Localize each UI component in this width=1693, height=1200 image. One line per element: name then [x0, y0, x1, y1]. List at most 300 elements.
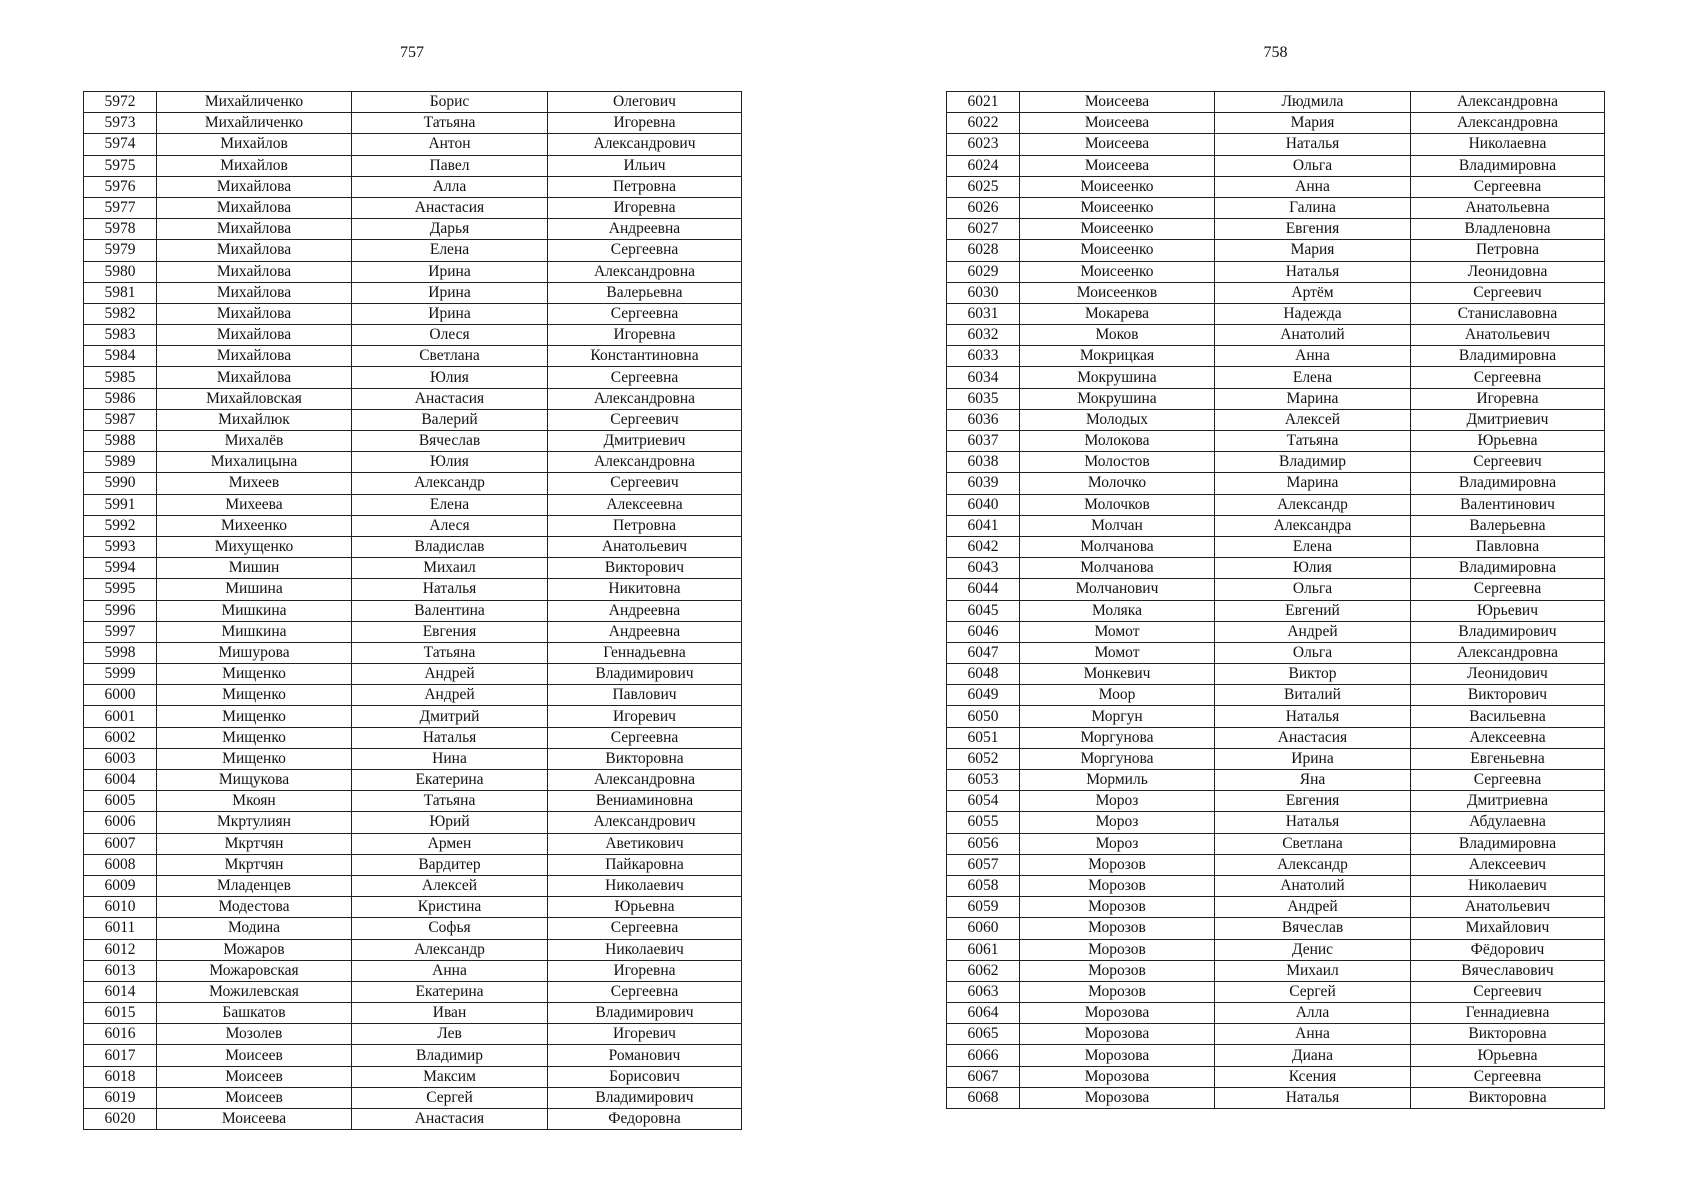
last-name-cell: Моргунова: [1020, 727, 1215, 748]
table-row: [947, 536, 1605, 557]
patronymic-cell: Борисович: [548, 1066, 742, 1087]
record-number-cell: 5988: [84, 431, 157, 452]
patronymic-cell: Вениаминовна: [548, 791, 742, 812]
record-number-cell: 6056: [947, 833, 1020, 854]
patronymic-cell: Аветикович: [548, 833, 742, 854]
first-name-cell: Максим: [352, 1066, 548, 1087]
patronymic-cell: Сергеевич: [1411, 981, 1605, 1002]
first-name-cell: Людмила: [1215, 92, 1411, 113]
first-name-cell: Владислав: [352, 536, 548, 557]
table-row: [84, 897, 742, 918]
first-name-cell: Павел: [352, 155, 548, 176]
patronymic-cell: Алексеевна: [548, 494, 742, 515]
first-name-cell: Анатолий: [1215, 325, 1411, 346]
record-number-cell: 6028: [947, 240, 1020, 261]
patronymic-cell: Пайкаровна: [548, 854, 742, 875]
last-name-cell: Можаров: [157, 939, 352, 960]
last-name-cell: Михеев: [157, 473, 352, 494]
table-row: [947, 197, 1605, 218]
patronymic-cell: Александрович: [548, 812, 742, 833]
last-name-cell: Михалёв: [157, 431, 352, 452]
table-row: [947, 452, 1605, 473]
table-row: [84, 303, 742, 324]
table-row: [84, 600, 742, 621]
record-number-cell: 5981: [84, 282, 157, 303]
first-name-cell: Александр: [352, 473, 548, 494]
record-number-cell: 5984: [84, 346, 157, 367]
table-row: [84, 134, 742, 155]
patronymic-cell: Станиславовна: [1411, 303, 1605, 324]
last-name-cell: Михайлова: [157, 303, 352, 324]
first-name-cell: Екатерина: [352, 770, 548, 791]
record-number-cell: 6043: [947, 558, 1020, 579]
first-name-cell: Галина: [1215, 197, 1411, 218]
record-number-cell: 5995: [84, 579, 157, 600]
first-name-cell: Ксения: [1215, 1066, 1411, 1087]
table-row: [947, 621, 1605, 642]
table-row: [947, 770, 1605, 791]
last-name-cell: Монкевич: [1020, 664, 1215, 685]
first-name-cell: Борис: [352, 92, 548, 113]
table-row: [84, 770, 742, 791]
last-name-cell: Мокрицкая: [1020, 346, 1215, 367]
first-name-cell: Софья: [352, 918, 548, 939]
first-name-cell: Светлана: [1215, 833, 1411, 854]
record-number-cell: 6019: [84, 1087, 157, 1108]
record-number-cell: 6029: [947, 261, 1020, 282]
record-number-cell: 6003: [84, 748, 157, 769]
table-row: [947, 960, 1605, 981]
patronymic-cell: Сергеевна: [548, 981, 742, 1002]
record-number-cell: 6001: [84, 706, 157, 727]
first-name-cell: Ирина: [352, 282, 548, 303]
table-row: [84, 431, 742, 452]
last-name-cell: Моргун: [1020, 706, 1215, 727]
record-number-cell: 6032: [947, 325, 1020, 346]
record-number-cell: 6012: [84, 939, 157, 960]
last-name-cell: Михайлова: [157, 325, 352, 346]
first-name-cell: Денис: [1215, 939, 1411, 960]
record-number-cell: 5996: [84, 600, 157, 621]
record-number-cell: 5997: [84, 621, 157, 642]
record-number-cell: 6057: [947, 854, 1020, 875]
last-name-cell: Молчан: [1020, 515, 1215, 536]
patronymic-cell: Сергеевна: [1411, 367, 1605, 388]
table-row: [84, 960, 742, 981]
last-name-cell: Моисеенко: [1020, 240, 1215, 261]
table-row: [947, 515, 1605, 536]
last-name-cell: Моисеева: [1020, 113, 1215, 134]
record-number-cell: 6018: [84, 1066, 157, 1087]
table-row: [84, 854, 742, 875]
patronymic-cell: Александровна: [548, 770, 742, 791]
record-number-cell: 6042: [947, 536, 1020, 557]
last-name-cell: Морозов: [1020, 960, 1215, 981]
table-row: [947, 791, 1605, 812]
last-name-cell: Моляка: [1020, 600, 1215, 621]
record-number-cell: 6066: [947, 1045, 1020, 1066]
table-row: [84, 812, 742, 833]
last-name-cell: Михайличенко: [157, 92, 352, 113]
table-row: [84, 1024, 742, 1045]
last-name-cell: Михайлова: [157, 197, 352, 218]
last-name-cell: Мишкина: [157, 621, 352, 642]
table-row: [947, 939, 1605, 960]
patronymic-cell: Александровна: [1411, 113, 1605, 134]
last-name-cell: Морозов: [1020, 875, 1215, 896]
table-row: [84, 685, 742, 706]
patronymic-cell: Сергеевна: [1411, 579, 1605, 600]
record-number-cell: 6050: [947, 706, 1020, 727]
first-name-cell: Наталья: [1215, 261, 1411, 282]
patronymic-cell: Владимирович: [548, 664, 742, 685]
last-name-cell: Михайлов: [157, 134, 352, 155]
patronymic-cell: Сергеевич: [1411, 452, 1605, 473]
record-number-cell: 5985: [84, 367, 157, 388]
first-name-cell: Армен: [352, 833, 548, 854]
patronymic-cell: Владимировна: [1411, 346, 1605, 367]
patronymic-cell: Дмитриевич: [1411, 409, 1605, 430]
patronymic-cell: Александрович: [548, 134, 742, 155]
page-number: 758: [1263, 44, 1288, 61]
first-name-cell: Александр: [352, 939, 548, 960]
table-row: [84, 261, 742, 282]
last-name-cell: Моисеенко: [1020, 261, 1215, 282]
table-row: [84, 939, 742, 960]
last-name-cell: Мкоян: [157, 791, 352, 812]
first-name-cell: Анна: [1215, 346, 1411, 367]
table-row: [84, 92, 742, 113]
record-number-cell: 6051: [947, 727, 1020, 748]
table-row: [947, 1045, 1605, 1066]
patronymic-cell: Игоревна: [548, 197, 742, 218]
record-number-cell: 6027: [947, 219, 1020, 240]
table-row: [84, 791, 742, 812]
last-name-cell: Михайлова: [157, 346, 352, 367]
record-number-cell: 6017: [84, 1045, 157, 1066]
last-name-cell: Михеева: [157, 494, 352, 515]
table-row: [947, 1024, 1605, 1045]
record-number-cell: 5974: [84, 134, 157, 155]
last-name-cell: Мороз: [1020, 812, 1215, 833]
patronymic-cell: Игоревна: [1411, 388, 1605, 409]
last-name-cell: Михеенко: [157, 515, 352, 536]
first-name-cell: Мария: [1215, 113, 1411, 134]
first-name-cell: Антон: [352, 134, 548, 155]
first-name-cell: Ольга: [1215, 642, 1411, 663]
last-name-cell: Михайлова: [157, 367, 352, 388]
table-row: [84, 642, 742, 663]
last-name-cell: Михайлов: [157, 155, 352, 176]
first-name-cell: Наталья: [1215, 1087, 1411, 1108]
table-row: [947, 473, 1605, 494]
record-number-cell: 5992: [84, 515, 157, 536]
patronymic-cell: Игоревич: [548, 1024, 742, 1045]
table-row: [84, 240, 742, 261]
last-name-cell: Мокрушина: [1020, 367, 1215, 388]
patronymic-cell: Владимирович: [1411, 621, 1605, 642]
table-row: [84, 1087, 742, 1108]
first-name-cell: Наталья: [352, 727, 548, 748]
patronymic-cell: Федоровна: [548, 1109, 742, 1130]
record-number-cell: 5980: [84, 261, 157, 282]
record-number-cell: 5977: [84, 197, 157, 218]
last-name-cell: Михайлова: [157, 219, 352, 240]
record-number-cell: 5976: [84, 176, 157, 197]
last-name-cell: Михайличенко: [157, 113, 352, 134]
first-name-cell: Иван: [352, 1003, 548, 1024]
patronymic-cell: Дмитриевич: [548, 431, 742, 452]
patronymic-cell: Сергеевна: [1411, 1066, 1605, 1087]
first-name-cell: Юлия: [352, 452, 548, 473]
record-number-cell: 6007: [84, 833, 157, 854]
patronymic-cell: Романович: [548, 1045, 742, 1066]
last-name-cell: Мищенко: [157, 727, 352, 748]
last-name-cell: Моисеенко: [1020, 176, 1215, 197]
patronymic-cell: Юрьевич: [1411, 600, 1605, 621]
table-row: [947, 155, 1605, 176]
table-row: [84, 409, 742, 430]
last-name-cell: Морозов: [1020, 854, 1215, 875]
first-name-cell: Анастасия: [352, 197, 548, 218]
record-number-cell: 6035: [947, 388, 1020, 409]
first-name-cell: Татьяна: [1215, 431, 1411, 452]
table-row: [84, 473, 742, 494]
patronymic-cell: Сергеевна: [548, 727, 742, 748]
last-name-cell: Можилевская: [157, 981, 352, 1002]
patronymic-cell: Геннадиевна: [1411, 1003, 1605, 1024]
table-row: [947, 431, 1605, 452]
patronymic-cell: Николаевна: [1411, 134, 1605, 155]
last-name-cell: Молокова: [1020, 431, 1215, 452]
first-name-cell: Анна: [1215, 176, 1411, 197]
patronymic-cell: Олегович: [548, 92, 742, 113]
first-name-cell: Алла: [1215, 1003, 1411, 1024]
table-row: [84, 833, 742, 854]
last-name-cell: Момот: [1020, 642, 1215, 663]
record-number-cell: 6064: [947, 1003, 1020, 1024]
patronymic-cell: Вячеславович: [1411, 960, 1605, 981]
table-row: [84, 515, 742, 536]
last-name-cell: Моисеева: [1020, 155, 1215, 176]
table-row: [84, 748, 742, 769]
patronymic-cell: Андреевна: [548, 219, 742, 240]
record-number-cell: 6023: [947, 134, 1020, 155]
first-name-cell: Валерий: [352, 409, 548, 430]
patronymic-cell: Геннадьевна: [548, 642, 742, 663]
table-row: [947, 388, 1605, 409]
table-row: [947, 558, 1605, 579]
last-name-cell: Мишина: [157, 579, 352, 600]
table-row: [84, 367, 742, 388]
table-row: [947, 579, 1605, 600]
table-row: [84, 918, 742, 939]
first-name-cell: Ирина: [352, 303, 548, 324]
patronymic-cell: Павлович: [548, 685, 742, 706]
patronymic-cell: Николаевич: [1411, 875, 1605, 896]
record-number-cell: 6033: [947, 346, 1020, 367]
record-number-cell: 5998: [84, 642, 157, 663]
first-name-cell: Елена: [1215, 536, 1411, 557]
patronymic-cell: Валентинович: [1411, 494, 1605, 515]
first-name-cell: Вардитер: [352, 854, 548, 875]
table-row: [947, 325, 1605, 346]
table-row: [947, 600, 1605, 621]
first-name-cell: Вячеслав: [1215, 918, 1411, 939]
first-name-cell: Александр: [1215, 494, 1411, 515]
first-name-cell: Юрий: [352, 812, 548, 833]
last-name-cell: Морозов: [1020, 939, 1215, 960]
record-number-cell: 6062: [947, 960, 1020, 981]
record-number-cell: 6048: [947, 664, 1020, 685]
record-number-cell: 6006: [84, 812, 157, 833]
first-name-cell: Владимир: [1215, 452, 1411, 473]
patronymic-cell: Сергеевна: [548, 918, 742, 939]
first-name-cell: Алексей: [1215, 409, 1411, 430]
patronymic-cell: Алексеевич: [1411, 854, 1605, 875]
last-name-cell: Моргунова: [1020, 748, 1215, 769]
last-name-cell: Момот: [1020, 621, 1215, 642]
first-name-cell: Евгений: [1215, 600, 1411, 621]
record-number-cell: 6046: [947, 621, 1020, 642]
table-row: [947, 494, 1605, 515]
patronymic-cell: Сергеевна: [1411, 770, 1605, 791]
table-row: [947, 642, 1605, 663]
record-number-cell: 6040: [947, 494, 1020, 515]
record-number-cell: 6009: [84, 875, 157, 896]
patronymic-cell: Сергеевич: [548, 473, 742, 494]
patronymic-cell: Леонидовна: [1411, 261, 1605, 282]
patronymic-cell: Владимировна: [1411, 473, 1605, 494]
first-name-cell: Анна: [1215, 1024, 1411, 1045]
last-name-cell: Моков: [1020, 325, 1215, 346]
patronymic-cell: Ильич: [548, 155, 742, 176]
first-name-cell: Мария: [1215, 240, 1411, 261]
patronymic-cell: Евгеньевна: [1411, 748, 1605, 769]
table-row: [947, 833, 1605, 854]
patronymic-cell: Никитовна: [548, 579, 742, 600]
table-row: [84, 664, 742, 685]
first-name-cell: Ирина: [352, 261, 548, 282]
table-row: [84, 981, 742, 1002]
patronymic-cell: Анатольевич: [548, 536, 742, 557]
record-number-cell: 6034: [947, 367, 1020, 388]
first-name-cell: Александр: [1215, 854, 1411, 875]
record-number-cell: 5987: [84, 409, 157, 430]
record-number-cell: 6015: [84, 1003, 157, 1024]
first-name-cell: Елена: [352, 240, 548, 261]
first-name-cell: Андрей: [1215, 897, 1411, 918]
record-number-cell: 6067: [947, 1066, 1020, 1087]
last-name-cell: Морозова: [1020, 1003, 1215, 1024]
table-row: [947, 812, 1605, 833]
record-number-cell: 6037: [947, 431, 1020, 452]
last-name-cell: Мормиль: [1020, 770, 1215, 791]
last-name-cell: Морозов: [1020, 897, 1215, 918]
record-number-cell: 6020: [84, 1109, 157, 1130]
record-number-cell: 6005: [84, 791, 157, 812]
first-name-cell: Диана: [1215, 1045, 1411, 1066]
patronymic-cell: Петровна: [1411, 240, 1605, 261]
record-number-cell: 6021: [947, 92, 1020, 113]
patronymic-cell: Владимировна: [1411, 155, 1605, 176]
first-name-cell: Ольга: [1215, 155, 1411, 176]
patronymic-cell: Викторович: [548, 558, 742, 579]
record-number-cell: 6061: [947, 939, 1020, 960]
record-number-cell: 6058: [947, 875, 1020, 896]
record-number-cell: 5993: [84, 536, 157, 557]
last-name-cell: Молодых: [1020, 409, 1215, 430]
table-row: [84, 176, 742, 197]
patronymic-cell: Владимирович: [548, 1003, 742, 1024]
patronymic-cell: Игоревич: [548, 706, 742, 727]
first-name-cell: Анатолий: [1215, 875, 1411, 896]
record-number-cell: 6026: [947, 197, 1020, 218]
patronymic-cell: Александровна: [1411, 92, 1605, 113]
first-name-cell: Елена: [352, 494, 548, 515]
last-name-cell: Михайлюк: [157, 409, 352, 430]
first-name-cell: Надежда: [1215, 303, 1411, 324]
last-name-cell: Михайлова: [157, 261, 352, 282]
record-number-cell: 6060: [947, 918, 1020, 939]
patronymic-cell: Анатольевич: [1411, 325, 1605, 346]
record-number-cell: 6004: [84, 770, 157, 791]
first-name-cell: Наталья: [1215, 812, 1411, 833]
table-row: [947, 1066, 1605, 1087]
patronymic-cell: Дмитриевна: [1411, 791, 1605, 812]
table-row: [947, 240, 1605, 261]
record-number-cell: 6002: [84, 727, 157, 748]
patronymic-cell: Викторовна: [1411, 1087, 1605, 1108]
table-row: [947, 1087, 1605, 1108]
table-row: [947, 176, 1605, 197]
record-number-cell: 6052: [947, 748, 1020, 769]
table-row: [84, 1109, 742, 1130]
patronymic-cell: Сергеевич: [548, 409, 742, 430]
patronymic-cell: Анатольевна: [1411, 197, 1605, 218]
patronymic-cell: Валерьевна: [548, 282, 742, 303]
first-name-cell: Марина: [1215, 473, 1411, 494]
last-name-cell: Мороз: [1020, 833, 1215, 854]
first-name-cell: Юлия: [352, 367, 548, 388]
record-number-cell: 6008: [84, 854, 157, 875]
last-name-cell: Мозолев: [157, 1024, 352, 1045]
last-name-cell: Михайлова: [157, 240, 352, 261]
table-row: [84, 727, 742, 748]
patronymic-cell: Константиновна: [548, 346, 742, 367]
table-row: [947, 261, 1605, 282]
record-number-cell: 6024: [947, 155, 1020, 176]
last-name-cell: Мищенко: [157, 706, 352, 727]
patronymic-cell: Владимировна: [1411, 833, 1605, 854]
first-name-cell: Олеся: [352, 325, 548, 346]
last-name-cell: Молчанова: [1020, 558, 1215, 579]
first-name-cell: Татьяна: [352, 791, 548, 812]
record-number-cell: 6063: [947, 981, 1020, 1002]
page-number: 757: [400, 44, 424, 61]
table-row: [84, 875, 742, 896]
record-number-cell: 5972: [84, 92, 157, 113]
table-row: [84, 621, 742, 642]
table-row: [947, 346, 1605, 367]
first-name-cell: Алеся: [352, 515, 548, 536]
first-name-cell: Андрей: [352, 664, 548, 685]
table-row: [947, 981, 1605, 1002]
record-number-cell: 6045: [947, 600, 1020, 621]
last-name-cell: Мороз: [1020, 791, 1215, 812]
first-name-cell: Михаил: [1215, 960, 1411, 981]
record-number-cell: 5994: [84, 558, 157, 579]
